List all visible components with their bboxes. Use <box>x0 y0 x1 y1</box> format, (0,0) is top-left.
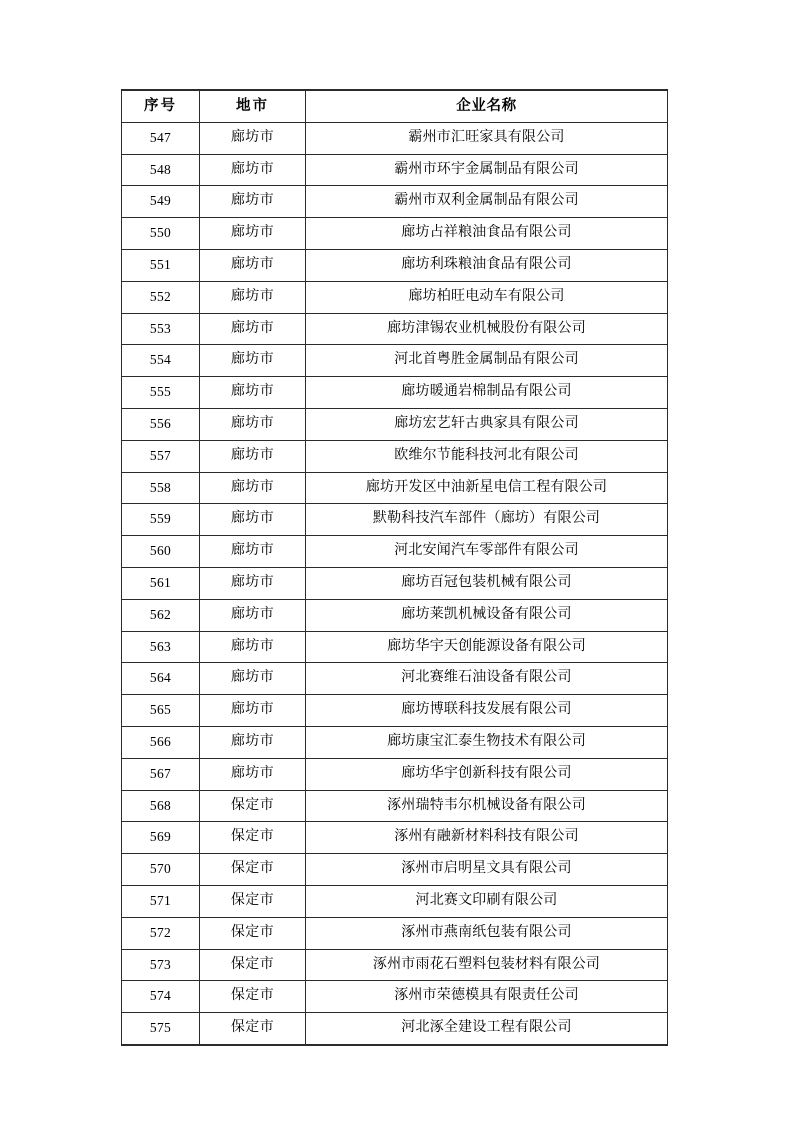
cell-company-name: 霸州市环宇金属制品有限公司 <box>306 154 668 186</box>
cell-company-name: 霸州市双利金属制品有限公司 <box>306 186 668 218</box>
cell-index: 553 <box>122 313 200 345</box>
cell-company-name: 霸州市汇旺家具有限公司 <box>306 122 668 154</box>
cell-index: 562 <box>122 599 200 631</box>
column-header-city: 地市 <box>200 90 306 122</box>
cell-index: 568 <box>122 790 200 822</box>
cell-company-name: 廊坊华宇创新科技有限公司 <box>306 758 668 790</box>
company-listing-table-container <box>121 89 667 1046</box>
table-row <box>122 504 668 536</box>
cell-city: 保定市 <box>200 981 306 1013</box>
cell-company-name: 默勒科技汽车部件（廊坊）有限公司 <box>306 504 668 536</box>
cell-city: 廊坊市 <box>200 313 306 345</box>
cell-company-name: 廊坊康宝汇泰生物技术有限公司 <box>306 726 668 758</box>
cell-index: 551 <box>122 249 200 281</box>
cell-city: 廊坊市 <box>200 758 306 790</box>
table-header-row <box>122 90 668 122</box>
cell-company-name: 廊坊宏艺轩古典家具有限公司 <box>306 408 668 440</box>
table-row <box>122 186 668 218</box>
table-row <box>122 917 668 949</box>
cell-company-name: 廊坊利珠粮油食品有限公司 <box>306 249 668 281</box>
cell-index: 574 <box>122 981 200 1013</box>
cell-index: 547 <box>122 122 200 154</box>
table-row <box>122 822 668 854</box>
cell-company-name: 廊坊柏旺电动车有限公司 <box>306 281 668 313</box>
cell-city: 廊坊市 <box>200 440 306 472</box>
cell-index: 569 <box>122 822 200 854</box>
cell-city: 廊坊市 <box>200 249 306 281</box>
table-row <box>122 218 668 250</box>
cell-city: 廊坊市 <box>200 631 306 663</box>
cell-index: 548 <box>122 154 200 186</box>
cell-company-name: 廊坊津锡农业机械股份有限公司 <box>306 313 668 345</box>
cell-company-name: 河北涿全建设工程有限公司 <box>306 1013 668 1045</box>
cell-index: 550 <box>122 218 200 250</box>
cell-city: 廊坊市 <box>200 504 306 536</box>
cell-index: 554 <box>122 345 200 377</box>
column-header-company: 企业名称 <box>306 90 668 122</box>
table-row <box>122 695 668 727</box>
cell-city: 廊坊市 <box>200 281 306 313</box>
cell-city: 保定市 <box>200 790 306 822</box>
cell-index: 567 <box>122 758 200 790</box>
cell-city: 廊坊市 <box>200 695 306 727</box>
table-row <box>122 631 668 663</box>
table-row <box>122 599 668 631</box>
cell-index: 563 <box>122 631 200 663</box>
cell-company-name: 河北安闻汽车零部件有限公司 <box>306 536 668 568</box>
cell-company-name: 涿州有融新材料科技有限公司 <box>306 822 668 854</box>
cell-city: 廊坊市 <box>200 154 306 186</box>
table-row <box>122 758 668 790</box>
cell-city: 保定市 <box>200 885 306 917</box>
cell-city: 廊坊市 <box>200 599 306 631</box>
cell-city: 保定市 <box>200 822 306 854</box>
cell-city: 保定市 <box>200 917 306 949</box>
cell-index: 557 <box>122 440 200 472</box>
cell-city: 廊坊市 <box>200 472 306 504</box>
cell-index: 575 <box>122 1013 200 1045</box>
cell-city: 廊坊市 <box>200 408 306 440</box>
cell-city: 廊坊市 <box>200 186 306 218</box>
table-row <box>122 726 668 758</box>
table-row <box>122 377 668 409</box>
table-row <box>122 790 668 822</box>
cell-index: 552 <box>122 281 200 313</box>
table-row <box>122 885 668 917</box>
cell-index: 565 <box>122 695 200 727</box>
table-row <box>122 249 668 281</box>
cell-city: 廊坊市 <box>200 122 306 154</box>
column-header-index: 序号 <box>122 90 200 122</box>
company-listing-table <box>121 89 668 1046</box>
cell-index: 571 <box>122 885 200 917</box>
table-row <box>122 440 668 472</box>
cell-city: 廊坊市 <box>200 218 306 250</box>
cell-city: 保定市 <box>200 854 306 886</box>
cell-index: 560 <box>122 536 200 568</box>
cell-company-name: 涿州市荣德模具有限责任公司 <box>306 981 668 1013</box>
cell-company-name: 廊坊博联科技发展有限公司 <box>306 695 668 727</box>
table-row <box>122 854 668 886</box>
cell-index: 572 <box>122 917 200 949</box>
cell-company-name: 欧维尔节能科技河北有限公司 <box>306 440 668 472</box>
cell-index: 556 <box>122 408 200 440</box>
cell-company-name: 涿州市启明星文具有限公司 <box>306 854 668 886</box>
cell-city: 廊坊市 <box>200 726 306 758</box>
cell-company-name: 廊坊莱凯机械设备有限公司 <box>306 599 668 631</box>
cell-company-name: 涿州市燕南纸包装有限公司 <box>306 917 668 949</box>
cell-city: 廊坊市 <box>200 345 306 377</box>
cell-city: 保定市 <box>200 1013 306 1045</box>
table-body <box>122 122 668 1045</box>
cell-index: 566 <box>122 726 200 758</box>
cell-index: 555 <box>122 377 200 409</box>
cell-city: 廊坊市 <box>200 536 306 568</box>
cell-company-name: 河北首粤胜金属制品有限公司 <box>306 345 668 377</box>
table-row <box>122 536 668 568</box>
cell-company-name: 河北赛文印刷有限公司 <box>306 885 668 917</box>
cell-index: 549 <box>122 186 200 218</box>
cell-company-name: 廊坊华宇天创能源设备有限公司 <box>306 631 668 663</box>
cell-company-name: 涿州瑞特韦尔机械设备有限公司 <box>306 790 668 822</box>
table-row <box>122 345 668 377</box>
table-row <box>122 1013 668 1045</box>
cell-city: 廊坊市 <box>200 663 306 695</box>
table-row <box>122 313 668 345</box>
cell-city: 廊坊市 <box>200 567 306 599</box>
table-row <box>122 663 668 695</box>
table-row <box>122 981 668 1013</box>
cell-company-name: 河北赛维石油设备有限公司 <box>306 663 668 695</box>
table-header <box>122 90 668 122</box>
cell-city: 保定市 <box>200 949 306 981</box>
cell-city: 廊坊市 <box>200 377 306 409</box>
cell-company-name: 涿州市雨花石塑料包装材料有限公司 <box>306 949 668 981</box>
table-row <box>122 472 668 504</box>
cell-company-name: 廊坊百冠包装机械有限公司 <box>306 567 668 599</box>
table-row <box>122 122 668 154</box>
table-row <box>122 281 668 313</box>
cell-company-name: 廊坊占祥粮油食品有限公司 <box>306 218 668 250</box>
cell-index: 558 <box>122 472 200 504</box>
cell-index: 559 <box>122 504 200 536</box>
cell-index: 570 <box>122 854 200 886</box>
table-row <box>122 567 668 599</box>
cell-company-name: 廊坊开发区中油新星电信工程有限公司 <box>306 472 668 504</box>
table-row <box>122 408 668 440</box>
table-row <box>122 949 668 981</box>
cell-company-name: 廊坊暖通岩棉制品有限公司 <box>306 377 668 409</box>
cell-index: 564 <box>122 663 200 695</box>
cell-index: 561 <box>122 567 200 599</box>
table-row <box>122 154 668 186</box>
cell-index: 573 <box>122 949 200 981</box>
